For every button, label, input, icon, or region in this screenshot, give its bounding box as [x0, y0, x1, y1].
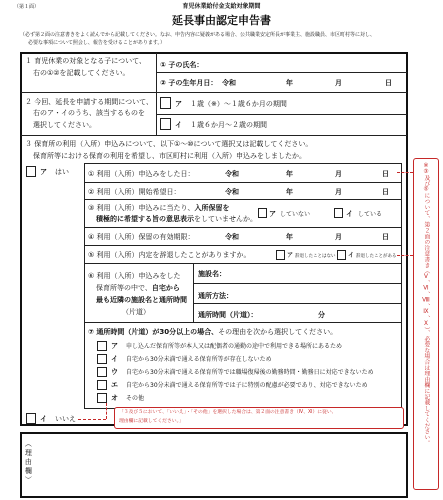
q4-label: ④ 利用（入所）保留の有効期限： — [88, 233, 195, 241]
callout-box — [114, 407, 404, 429]
reason-d-text: 自宅から30分未満で通える保育所等では子に特別の配慮が必要であり、対応できないため — [126, 382, 368, 389]
q1-day-unit: 日 — [382, 170, 389, 178]
q3-did-checkbox[interactable] — [334, 208, 343, 218]
child-name-label: ① 子の氏名： — [160, 61, 204, 69]
q6-label-1: ⑥ 利用（入所）申込みをした — [88, 272, 181, 280]
q4-day-unit: 日 — [382, 233, 389, 241]
reason-c-text: 自宅から30分未満で通える保育所等では職場復帰後の勤務時間・勤務日に対応できないため — [126, 369, 374, 376]
form-number: （第１面） — [14, 4, 40, 10]
q5-declined-letter: イ — [348, 252, 355, 259]
reason-area-label: （理由欄） — [24, 440, 33, 485]
q1-era: 令和 — [225, 170, 239, 178]
period-a-letter: ア — [175, 100, 182, 108]
apply-no-text: いいえ — [55, 415, 76, 423]
reason-c-letter: ウ — [111, 368, 118, 376]
q6-label-4: （片道） — [122, 308, 150, 316]
q7-label: ⑦ 通所時間（片道）が30分以上の場合、その理由を次から選択してください。 — [88, 328, 338, 336]
facility-name-field[interactable] — [232, 266, 397, 280]
instructions-line-2: 必要な事項について照会し、報告を受けることがあります。） — [28, 40, 166, 46]
callout-connector — [78, 419, 106, 420]
q1-label: ① 利用（入所）申込みをした日： — [88, 170, 195, 178]
section1-label-1: １ 育児休業の対象となる子について、 — [25, 57, 146, 65]
child-birth-label: ② 子の生年月日： — [160, 79, 218, 87]
form-kicker: 育児休業給付金支給対象期間 — [182, 3, 261, 10]
side-note-box — [413, 158, 439, 490]
section2-label-3: 選択してください。 — [33, 121, 96, 129]
side-note-connector-1 — [397, 172, 413, 173]
period-a-checkbox[interactable] — [160, 97, 171, 109]
q1-month-unit: 月 — [335, 170, 342, 178]
section2-label-2: 右のア・イのうち、該当するものを — [33, 109, 145, 117]
period-b-checkbox[interactable] — [160, 118, 171, 130]
reason-e-text: その他 — [126, 395, 145, 402]
reason-a-letter: ア — [111, 342, 118, 350]
q2-day-unit: 日 — [382, 188, 389, 196]
q3-not-text: していない — [280, 211, 311, 218]
reason-area[interactable] — [20, 432, 408, 498]
q5-declined-checkbox[interactable] — [337, 250, 346, 260]
commute-time-unit: 分 — [318, 311, 325, 319]
q5-label: ⑤ 利用（入所）内定を辞退したことがありますか。 — [88, 251, 251, 259]
q3-did-letter: イ — [346, 210, 353, 218]
instructions-line-1: （必ず第２面の注意書きをよく読んでから記載してください。なお、申告内容に疑義がある場合、公共職業安定所長が事業主、施設職員、市区町村等に対し、 — [20, 32, 376, 38]
q3-not-checkbox[interactable] — [258, 208, 267, 218]
reason-a-text: 申し込んだ保育所等が本人又は配偶者の通勤の途中で利用できる場所にあるため — [126, 343, 343, 350]
reason-c-checkbox[interactable] — [97, 367, 107, 377]
page-title: 延長事由認定申告書 — [172, 14, 271, 27]
callout-connector-vertical — [106, 403, 107, 419]
birth-year-unit: 年 — [286, 79, 293, 87]
reason-e-checkbox[interactable] — [97, 393, 107, 403]
child-name-field[interactable] — [222, 57, 402, 71]
apply-no-letter: イ — [40, 415, 47, 423]
callout-text-1: 「３及び５において、「いいえ」・「その他」を選択した場合は、第２面の注意書き（Ⅳ、Ⅺ）に従い、 — [119, 410, 337, 415]
apply-no-checkbox[interactable] — [26, 413, 36, 424]
birth-day-unit: 日 — [385, 79, 392, 87]
period-a-text: １歳（※）～１歳６か月の期間 — [190, 100, 287, 108]
apply-yes-checkbox[interactable] — [26, 166, 36, 177]
callout-text-2: 理由欄に記載してください。」 — [119, 419, 184, 424]
q1-year-unit: 年 — [286, 170, 293, 178]
reason-a-checkbox[interactable] — [97, 341, 107, 351]
q2-month-unit: 月 — [335, 188, 342, 196]
q3-label-2: 積極的に希望する旨の意思表示をしていませんか。 — [96, 215, 257, 223]
q2-year-unit: 年 — [286, 188, 293, 196]
period-b-letter: イ — [175, 121, 182, 129]
q2-label: ② 利用（入所）開始希望日： — [88, 188, 181, 196]
apply-yes-letter: ア — [40, 168, 47, 176]
q5-declined-text: 辞退したことがある — [356, 254, 397, 259]
reason-b-text: 自宅から30分未満で通える保育所等が存在しないため — [126, 356, 272, 363]
reason-d-checkbox[interactable] — [97, 380, 107, 390]
reason-e-letter: オ — [111, 394, 118, 402]
commute-method-label: 通所方法： — [198, 292, 233, 300]
period-b-text: １歳６か月～２歳の期間 — [190, 121, 267, 129]
q3-label-1: ③ 利用（入所）申込みに当たり、入所保留を — [88, 204, 230, 212]
q6-label-3: 最も近隣の施設名と通所時間 — [96, 296, 187, 304]
facility-name-label: 施設名： — [198, 270, 226, 278]
q5-never-checkbox[interactable] — [276, 250, 285, 260]
side-note-connector-2 — [397, 255, 413, 256]
section1-label-2: 右の①②を記載してください。 — [33, 69, 130, 77]
section3-header-1: ３ 保育所の利用（入所）申込みについて、以下①～⑩について選択又は記載してください。 — [25, 140, 313, 148]
q3-did-text: している — [358, 211, 383, 218]
apply-yes-text: はい — [55, 168, 69, 176]
reason-d-letter: エ — [111, 381, 118, 389]
q5-never-text: 辞退したことはない — [295, 254, 336, 259]
commute-time-label: 通所時間（片道）： — [198, 311, 258, 319]
side-note-text: ※③及び⑤について、第２面の注意書き（Ⅴ、Ⅵ、Ⅷ、Ⅸ、Ⅹ）、必要な場合は理由欄に記載してください。 — [422, 163, 429, 446]
q6-label-2: 保育所等の中で、自宅から — [96, 284, 180, 292]
birth-month-unit: 月 — [335, 79, 342, 87]
q4-era: 令和 — [225, 233, 239, 241]
reason-b-letter: イ — [111, 355, 118, 363]
birth-era: 令和 — [222, 79, 236, 87]
section2-label-1: ２ 今回、延長を申請する期間について、 — [25, 98, 153, 106]
commute-method-field[interactable] — [240, 287, 397, 301]
q4-year-unit: 年 — [286, 233, 293, 241]
q4-month-unit: 月 — [335, 233, 342, 241]
q3-not-letter: ア — [269, 210, 276, 218]
q2-era: 令和 — [225, 188, 239, 196]
section3-header-2: 保育所等における保育の利用を希望し、市区町村に利用（入所）申込みをしましたか。 — [33, 152, 306, 160]
q5-never-letter: ア — [287, 252, 294, 259]
reason-b-checkbox[interactable] — [97, 354, 107, 364]
